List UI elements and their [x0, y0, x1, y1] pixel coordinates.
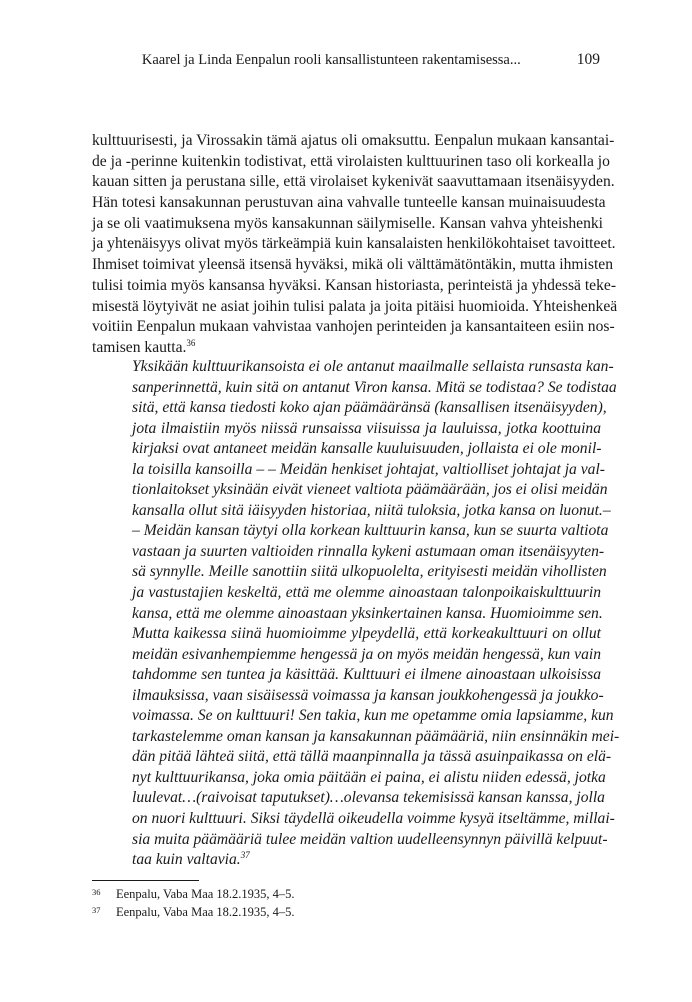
- text-line: kulttuurisesti, ja Virossakin tämä ajatus oli omaksuttu. Eenpalun mukaan kansantai-: [92, 132, 615, 149]
- text-line: jota ilmaistiin myös niissä runsaissa viisuissa ja lauluissa, jotka koottuina: [132, 419, 601, 437]
- text-line: on nuori kulttuuri. Siksi täydellä oikeudella voimme kysyä itseltämme, millai-: [132, 810, 615, 828]
- footnotes: [92, 885, 295, 921]
- text-line: Yksikään kulttuurikansoista ei ole antanut maailmalle sellaista runsasta kan-: [132, 358, 614, 375]
- text-line: sia muita päämääriä tulee meidän valtion uudelleensynnyn päivillä kelpuut-: [132, 830, 608, 848]
- text-line: la toisilla kansoilla – – Meidän henkiset johtajat, valtiolliset johtajat ja val-: [132, 460, 605, 478]
- text-line-last: [92, 338, 601, 359]
- footnote: [92, 903, 295, 921]
- text-line: kauan sitten ja perustana sille, että virolaiset kykenivät saavuttamaan itsenäisyyden.: [92, 173, 615, 191]
- text-line-last: [132, 850, 601, 871]
- text-line: Hän totesi kansakunnan perustuvan aina vahvalle tunteelle kansan muinaisuudesta: [92, 194, 606, 212]
- text-line: tulisi toimia myös kansansa hyväksi. Kansan historiasta, perinteistä ja yhdessä teke-: [92, 276, 617, 294]
- text-line: ilmauksissa, vaan sisäisessä voimassa ja kansan joukkohengessä ja joukko-: [132, 686, 604, 704]
- text-line: misestä löytyivät ne asiat joihin tulisi palata ja joita pitäisi huomioida. Yhteishenkeä: [92, 297, 618, 315]
- text-line: tahdomme sen tuntea ja käsittää. Kulttuuri ei ilmene ainoastaan ulkoisissa: [132, 666, 601, 684]
- body-paragraph: [92, 131, 618, 359]
- text-line: vastaan ja suurten valtioiden rinnalla kykeni astumaan oman itsenäisyyten-: [132, 542, 605, 560]
- page-number: 109: [576, 51, 600, 68]
- text-line: Mutta kaikessa siinä huomioimme ylpeydellä, että korkeakulttuuri on ollut: [132, 625, 601, 643]
- text-line: ja se oli vaatimuksena myös kansakunnan säilymiselle. Kansan vahva yhteishenki: [92, 214, 604, 232]
- running-title: Kaarel ja Linda Eenpalun rooli kansallistunteen rakentamisessa...: [141, 52, 521, 68]
- text-line: – Meidän kansan täytyi olla korkean kulttuurin kansa, kun se suurta valtiota: [132, 522, 609, 540]
- text-line: ja vastustajien keskeltä, että me olemme ainoastaan talonpoikaiskulttuurin: [132, 584, 601, 602]
- text-line: sä synnylle. Meille sanottiin siitä ulkopuolelta, erityisesti meidän vihollisten: [132, 563, 607, 581]
- text-line: Ihmiset toimivat yleensä itsensä hyväksi, mikä oli välttämätöntäkin, mutta ihmisten: [92, 256, 613, 274]
- footnote-reference[interactable]: 37: [240, 849, 250, 860]
- text-line: kansa, että me olemme ainoastaan yksinkertainen kansa. Huomioimme sen.: [132, 604, 603, 622]
- text-line: de ja -perinne kuitenkin todistivat, että virolaisten kulttuurinen taso oli korkealla jo: [92, 152, 610, 170]
- text-line: voitiin Eenpalun mukaan vahvistaa vanhojen perinteiden ja kansantaiteen esiin nos-: [92, 318, 615, 336]
- running-header: [92, 51, 600, 69]
- text-line: dän pitää lähteä siitä, että tällä maanpinnalla ja tässä asuinpaikassa on elä-: [132, 748, 612, 766]
- footnote: [92, 885, 295, 903]
- footnote-text: Eenpalu, Vaba Maa 18.2.1935, 4–5.: [116, 887, 295, 901]
- text-line: nyt kulttuurikansa, joka omia päitään ei paina, ei alistu niiden edessä, jotka: [132, 768, 606, 786]
- text-line: voimassa. Se on kulttuuri! Sen takia, kun me opetamme omia lapsiamme, kun: [132, 707, 614, 725]
- footnote-separator: [92, 880, 199, 881]
- footnote-reference[interactable]: 36: [186, 337, 196, 348]
- footnote-number: 36: [92, 887, 101, 897]
- footnote-text: Eenpalu, Vaba Maa 18.2.1935, 4–5.: [116, 905, 295, 919]
- block-quote: [132, 357, 620, 871]
- footnote-number: 37: [92, 905, 101, 915]
- text-line-content: taa kuin valtavia.: [132, 851, 241, 869]
- text-line: luulevat…(raivoisat taputukset)…olevansa tekemisissä kansan kanssa, jolla: [132, 789, 605, 807]
- text-line: sitä, että kansa tiedosti koko ajan päämääränsä (kansallisen itsenäisyyden),: [132, 399, 607, 417]
- text-line: ja yhtenäisyys olivat myös tärkeämpiä kuin kansalaisten henkilökohtaiset tavoitteet.: [92, 235, 616, 253]
- text-line: kirjaksi ovat antaneet meidän kansalle kuuluisuuden, jollaista ei ole monil-: [132, 440, 602, 458]
- text-line: kansalla ollut sitä iäisyyden historiaa, niitä tuloksia, jotka kansa on luonut.–: [132, 501, 611, 519]
- text-line-content: tamisen kautta.: [92, 338, 187, 356]
- text-line: tarkastelemme oman kansan ja kansakunnan päämääriä, niin ensinnäkin mei-: [132, 727, 620, 745]
- text-line: meidän esivanhempiemme hengessä ja on myös meidän hengessä, kun vain: [132, 645, 601, 663]
- text-line: tionlaitokset yksinään eivät vieneet valtiota päämäärään, jos ei olisi meidän: [132, 481, 608, 499]
- text-line: sanperinnettä, kuin sitä on antanut Viron kansa. Mitä se todistaa? Se todistaa: [132, 378, 617, 396]
